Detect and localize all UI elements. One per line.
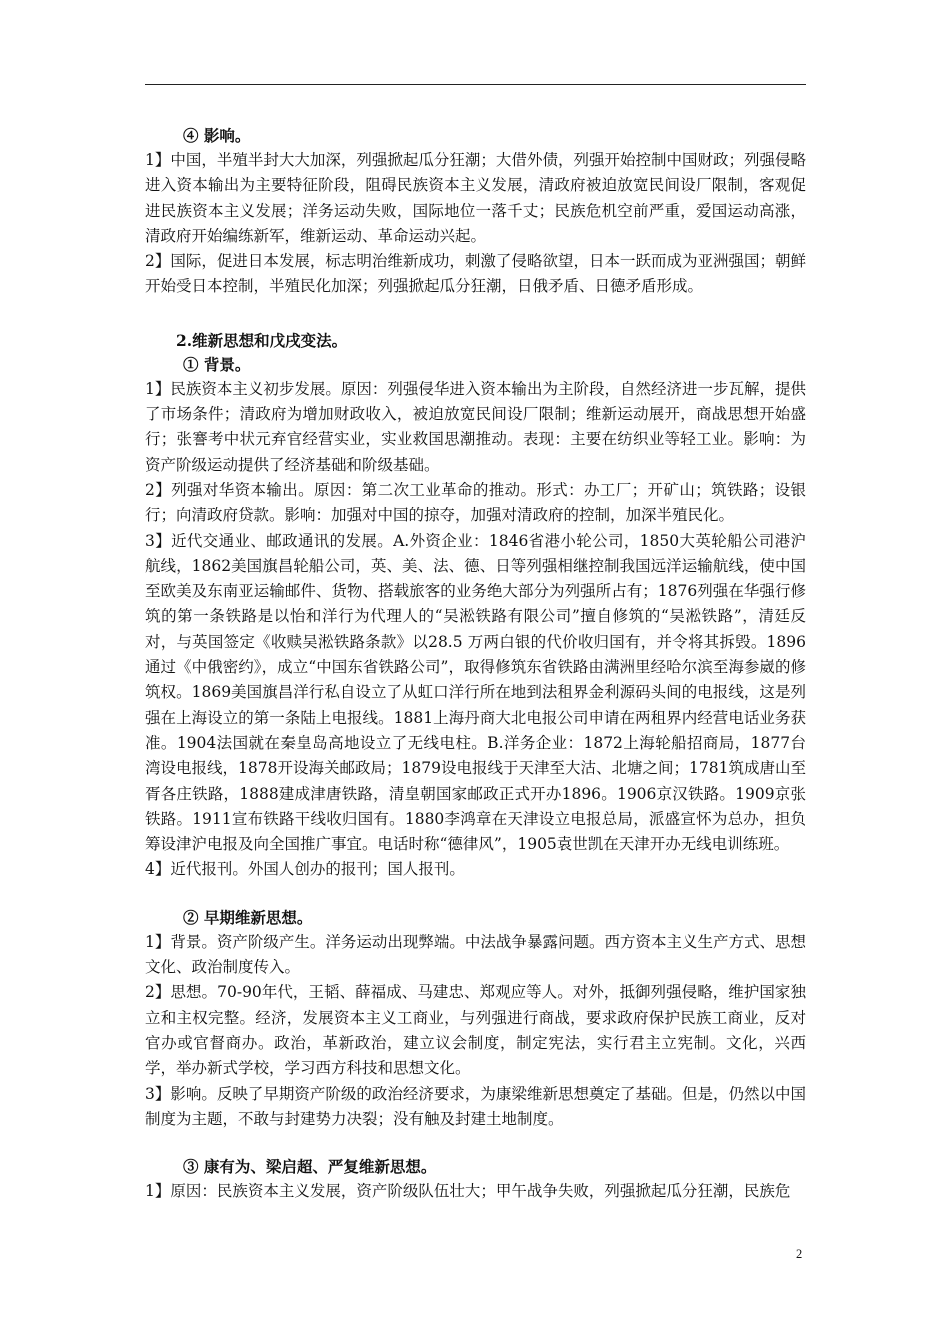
paragraph: 1】民族资本主义初步发展。原因：列强侵华进入资本输出为主阶段，自然经济进一步瓦解，提供了市场条件；清政府为增加财政收入，被迫放宽民间设厂限制；维新运动展开，商战思想开始盛行；张謇考中状元弃官经营实业，实业救国思潮推动。表现：主要在纺织业等轻工业。影响：为资产阶级运动提供了经济基础和阶级基础。 bbox=[145, 379, 806, 474]
paragraph: 2】列强对华资本输出。原因：第二次工业革命的推动。形式：办工厂；开矿山；筑铁路；设银行；向清政府贷款。影响：加强对中国的掠夺，加强对清政府的控制，加深半殖民化。 bbox=[145, 480, 806, 525]
section-heading-background: ① 背景。 bbox=[183, 354, 251, 374]
section-heading-impact: ④ 影响。 bbox=[183, 126, 251, 145]
paragraph: 3】影响。反映了早期资产阶级的政治经济要求，为康梁维新思想奠定了基础。但是，仍然以中国制度为主题，不敢与封建势力决裂；没有触及封建土地制度。 bbox=[145, 1084, 806, 1128]
paragraph: 4】近代报刊。外国人创办的报刊；国人报刊。 bbox=[145, 860, 465, 879]
section-title-reform: 2.维新思想和戊戌变法。 bbox=[176, 330, 348, 350]
paragraph: 1】背景。资产阶级产生。洋务运动出现弊端。中法战争暴露问题。西方资本主义生产方式、思想文化、政治制度传入。 bbox=[145, 932, 806, 977]
section-heading-kang-liang: ③ 康有为、梁启超、严复维新思想。 bbox=[183, 1157, 437, 1177]
paragraph: 2】思想。70-90年代，王韬、薛福成、马建忠、郑观应等人。对外，抵御列强侵略，维护国家独立和主权完整。经济，发展资本主义工商业，与列强进行商战，要求政府保护民族工商业，反对官办或官督商办。政治，革新政治，建立议会制度，制定宪法，实行君主立宪制。文化，兴西学，举办新式学校，学习西方科技和思想文化。 bbox=[145, 983, 806, 1078]
header-rule bbox=[145, 84, 806, 85]
paragraph: 3】近代交通业、邮政通讯的发展。A.外资企业：1846省港小轮公司，1850大英轮船公司港沪航线，1862美国旗昌轮船公司，英、美、法、德、日等列强相继控制我国远洋运输航线，使中国至欧美及东南亚运输邮件、货物、搭载旅客的业务绝大部分为列强所占有；1876列强在华强行修筑的第一条铁路是以怡和洋行为代理人的“吴淞铁路有限公司”擅自修筑的“吴淞铁路”，清廷反对，与英国签定《收赎吴淞铁路条款》以28.5 万两白银的代价收归国有，并令将其拆毁。1896通过《中俄密约》，成立“中国东省铁路公司”，取得修筑东省铁路由满洲里经哈尔滨至海参崴的修筑权。1869美国旗昌洋行私自设立了从虹口洋行所在地到法租界金利源码头间的电报线，这是列强在上海设立的第一条陆上电报线。1881上海丹商大北电报公司申请在两租界内经营电话业务获准。1904法国就在秦皇岛高地设立了无线电柱。B.洋务企业：1872上海轮船招商局，1877台湾设电报线，1878开设海关邮政局；1879设电报线于天津至大沽、北塘之间；1781筑成唐山至胥各庄铁路，1888建成津唐铁路，清皇朝国家邮政正式开办1896。1906京汉铁路。1909京张铁路。1911宣布铁路干线收归国有。1880李鸿章在天津设立电报总局，派盛宣怀为总办，担负筹设津沪电报及向全国推广事宜。电话时称“德律风”，1905袁世凯在天津开办无线电训练班。 bbox=[145, 531, 806, 854]
section-heading-early-thought: ② 早期维新思想。 bbox=[183, 907, 313, 927]
paragraph: 1】中国，半殖半封大大加深，列强掀起瓜分狂潮；大借外债，列强开始控制中国财政；列强侵略进入资本输出为主要特征阶段，阻碍民族资本主义发展，清政府被迫放宽民间设厂限制，客观促进民族资本主义发展；洋务运动失败，国际地位一落千丈；民族危机空前严重，爱国运动高涨，清政府开始编练新军，维新运动、革命运动兴起。 bbox=[145, 151, 806, 245]
paragraph: 1】原因：民族资本主义发展，资产阶级队伍壮大；甲午战争失败，列强掀起瓜分狂潮，民族危 bbox=[145, 1182, 791, 1201]
paragraph: 2】国际，促进日本发展，标志明治维新成功，刺激了侵略欲望，日本一跃而成为亚洲强国；朝鲜开始受日本控制，半殖民化加深；列强掀起瓜分狂潮，日俄矛盾、日德矛盾形成。 bbox=[145, 252, 806, 296]
page-body bbox=[145, 124, 806, 1204]
page-number: 2 bbox=[796, 1247, 803, 1261]
